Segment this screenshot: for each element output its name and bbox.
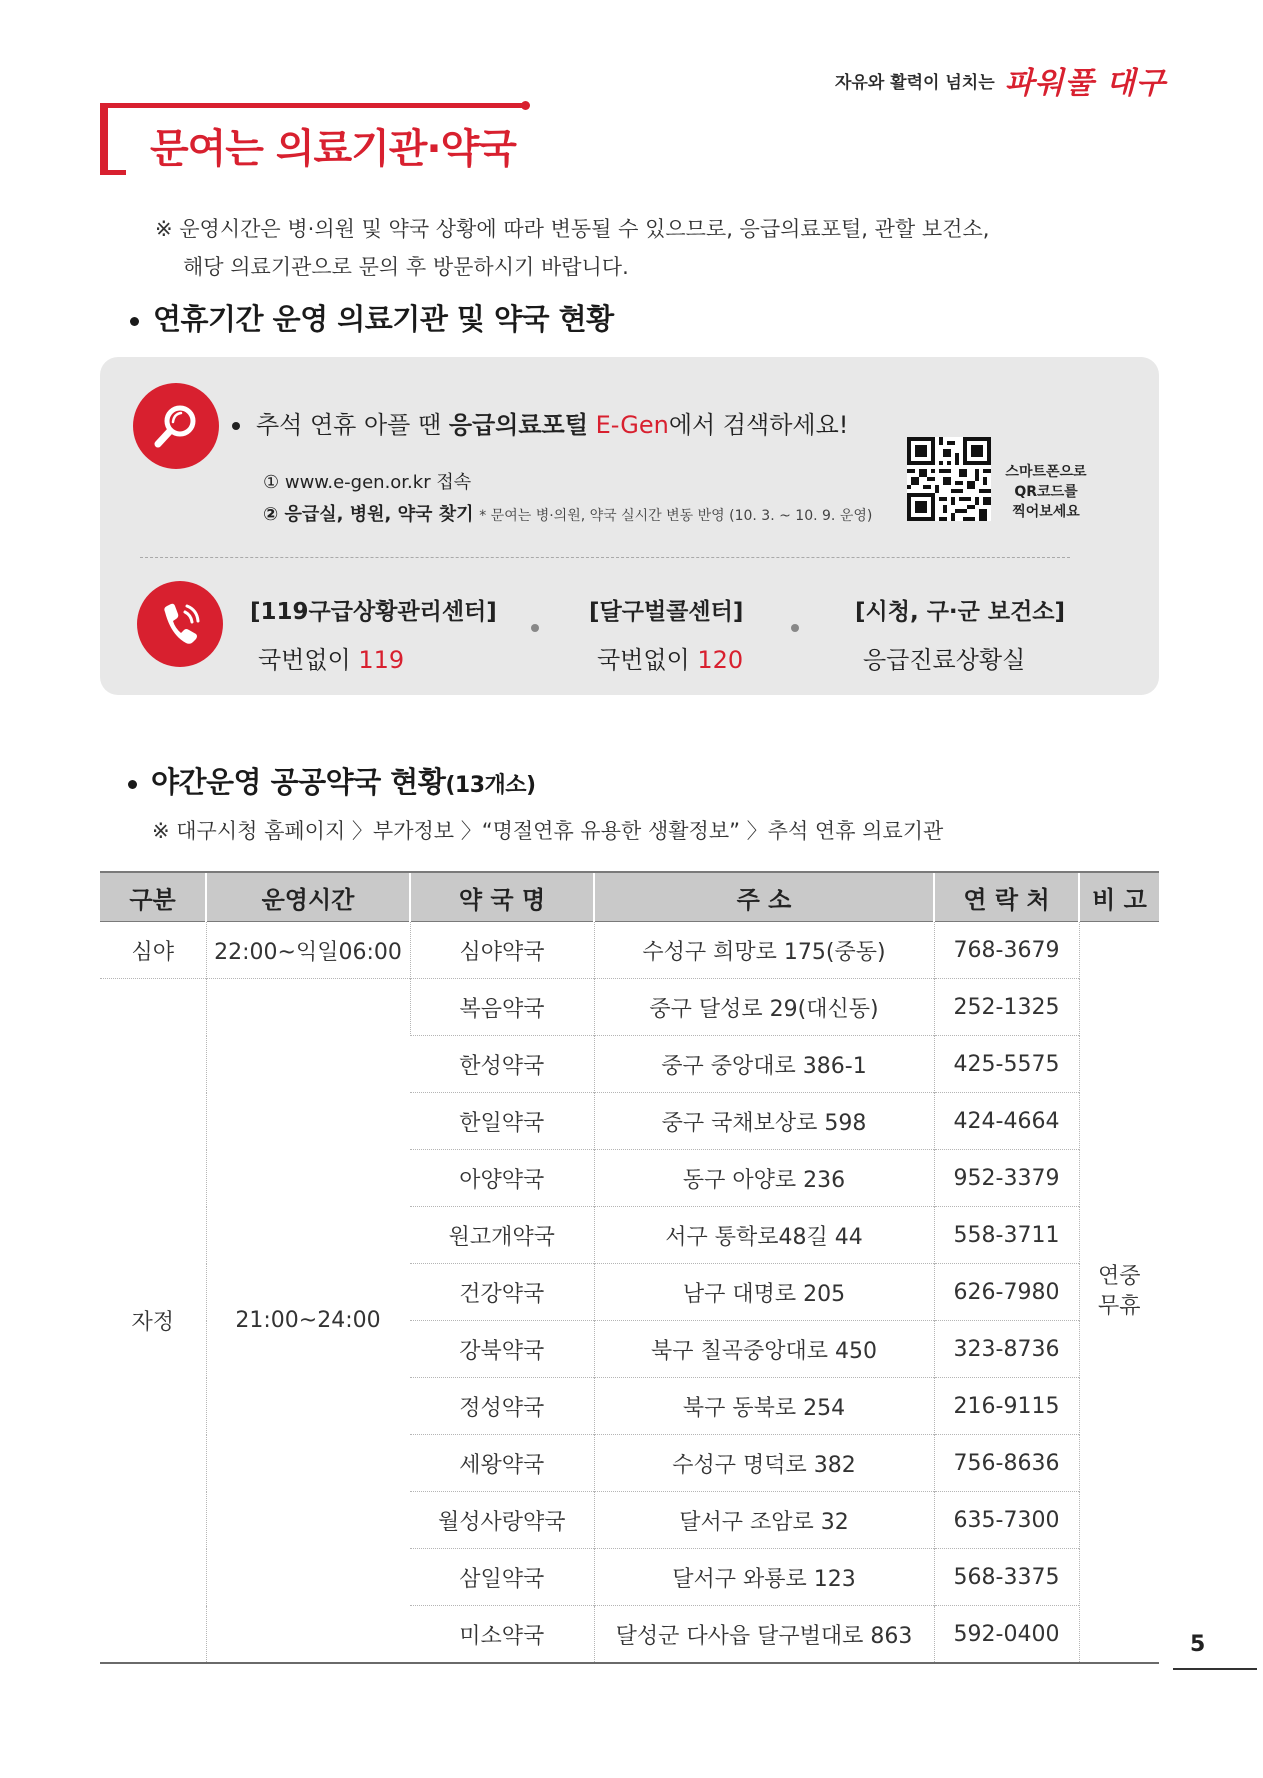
notice [155,210,989,286]
section-title-holiday: 연휴기간 운영 의료기관 및 약국 현황 [130,297,614,338]
cell-phone: 558-3711 [934,1207,1079,1264]
cell-name: 심야약국 [410,922,594,979]
contact-separator [531,624,539,632]
contact-health-center: [시청, 구·군 보건소] 응급진료상황실 [855,599,1066,674]
cell-address: 달성군 다사읍 달구벌대로 863 [594,1606,934,1664]
slogan-brand: 파워풀 대구 [1004,66,1166,101]
cell-address: 동구 아양로 236 [594,1150,934,1207]
step-2: ② 응급실, 병원, 약국 찾기 * 문여는 병·의원, 약국 실시간 변동 반영 (10. 3. ~ 10. 9. 운영) [263,504,873,525]
contact-119: [119구급상황관리센터] 국번없이 119 [250,599,497,674]
info-divider [140,557,1070,558]
col-header-hours: 운영시간 [206,872,410,922]
col-header-name: 약 국 명 [410,872,594,922]
page-number-rule [1173,1668,1257,1670]
cell-name: 건강약국 [410,1264,594,1321]
slogan-sub: 자유와 활력이 넘치는 [835,72,995,93]
cell-phone: 952-3379 [934,1150,1079,1207]
egen-label: E-Gen [595,411,669,439]
search-icon [133,383,219,469]
table-row [100,922,1159,979]
col-header-phone: 연 락 처 [934,872,1079,922]
cell-address: 북구 동북로 254 [594,1378,934,1435]
cell-address: 남구 대명로 205 [594,1264,934,1321]
pharmacy-count: (13개소) [445,773,536,798]
cell-hours: 21:00~24:00 [206,979,410,1664]
cell-address: 수성구 명덕로 382 [594,1435,934,1492]
cell-phone: 424-4664 [934,1093,1079,1150]
table-header-row [100,872,1159,922]
step-1: ① www.e-gen.or.kr 접속 [263,472,472,493]
cell-remark: 연중 무휴 [1079,922,1159,1664]
source-note: ※ 대구시청 홈페이지 〉부가정보 〉“명절연휴 유용한 생활정보” 〉추석 연휴 의료기관 [152,819,944,843]
cell-phone: 323-8736 [934,1321,1079,1378]
cell-type: 심야 [100,922,206,979]
cell-address: 중구 달성로 29(대신동) [594,979,934,1036]
cell-address: 달서구 조암로 32 [594,1492,934,1549]
cell-address: 서구 통학로48길 44 [594,1207,934,1264]
col-header-remark: 비 고 [1079,872,1159,922]
cell-name: 강북약국 [410,1321,594,1378]
cell-phone: 626-7980 [934,1264,1079,1321]
page-number: 5 [1190,1632,1206,1657]
col-header-address: 주 소 [594,872,934,922]
cell-name: 복음약국 [410,979,594,1036]
cell-name: 원고개약국 [410,1207,594,1264]
col-header-type: 구분 [100,872,206,922]
cell-phone: 768-3679 [934,922,1079,979]
phone-icon [137,581,223,667]
contact-120-number: 120 [697,646,744,674]
cell-address: 중구 국채보상로 598 [594,1093,934,1150]
portal-name: 응급의료포털 [448,411,588,439]
cell-address: 중구 중앙대로 386-1 [594,1036,934,1093]
page-title: 문여는 의료기관·약국 [150,126,516,172]
cell-name: 한일약국 [410,1093,594,1150]
contact-120: [달구벌콜센터] 국번없이 120 [589,599,744,674]
cell-name: 정성약국 [410,1378,594,1435]
cell-name: 아양약국 [410,1150,594,1207]
cell-hours: 22:00~익일06:00 [206,922,410,979]
cell-address: 달서구 와룡로 123 [594,1549,934,1606]
table-row [100,979,1159,1036]
step-2-note: * 문여는 병·의원, 약국 실시간 변동 반영 (10. 3. ~ 10. 9. 운영) [479,508,873,524]
cell-address: 북구 칠곡중앙대로 450 [594,1321,934,1378]
cell-name: 세왕약국 [410,1435,594,1492]
contact-119-number: 119 [358,646,405,674]
section-title-pharmacy: 야간운영 공공약국 현황(13개소) [128,760,536,801]
cell-phone: 592-0400 [934,1606,1079,1664]
cell-address: 수성구 희망로 175(중동) [594,922,934,979]
notice-line1: ※ 운영시간은 병·의원 및 약국 상황에 따라 변동될 수 있으므로, 응급의료포털, 관할 보건소, [155,217,990,241]
header-slogan [835,58,1166,102]
search-guide: 추석 연휴 아플 땐 응급의료포털 E-Gen에서 검색하세요! [232,405,848,440]
cell-name: 삼일약국 [410,1549,594,1606]
cell-phone: 756-8636 [934,1435,1079,1492]
cell-name: 한성약국 [410,1036,594,1093]
contact-separator [791,624,799,632]
cell-phone: 425-5575 [934,1036,1079,1093]
cell-name: 월성사랑약국 [410,1492,594,1549]
cell-phone: 216-9115 [934,1378,1079,1435]
notice-line2: 해당 의료기관으로 문의 후 방문하시기 바랍니다. [183,255,629,279]
qr-code-icon[interactable] [907,437,991,521]
cell-phone: 635-7300 [934,1492,1079,1549]
cell-name: 미소약국 [410,1606,594,1664]
cell-type: 자정 [100,979,206,1664]
cell-phone: 252-1325 [934,979,1079,1036]
pharmacy-table [100,871,1159,1664]
cell-phone: 568-3375 [934,1549,1079,1606]
qr-caption: 스마트폰으로 QR코드를 찍어보세요 [1005,464,1087,520]
